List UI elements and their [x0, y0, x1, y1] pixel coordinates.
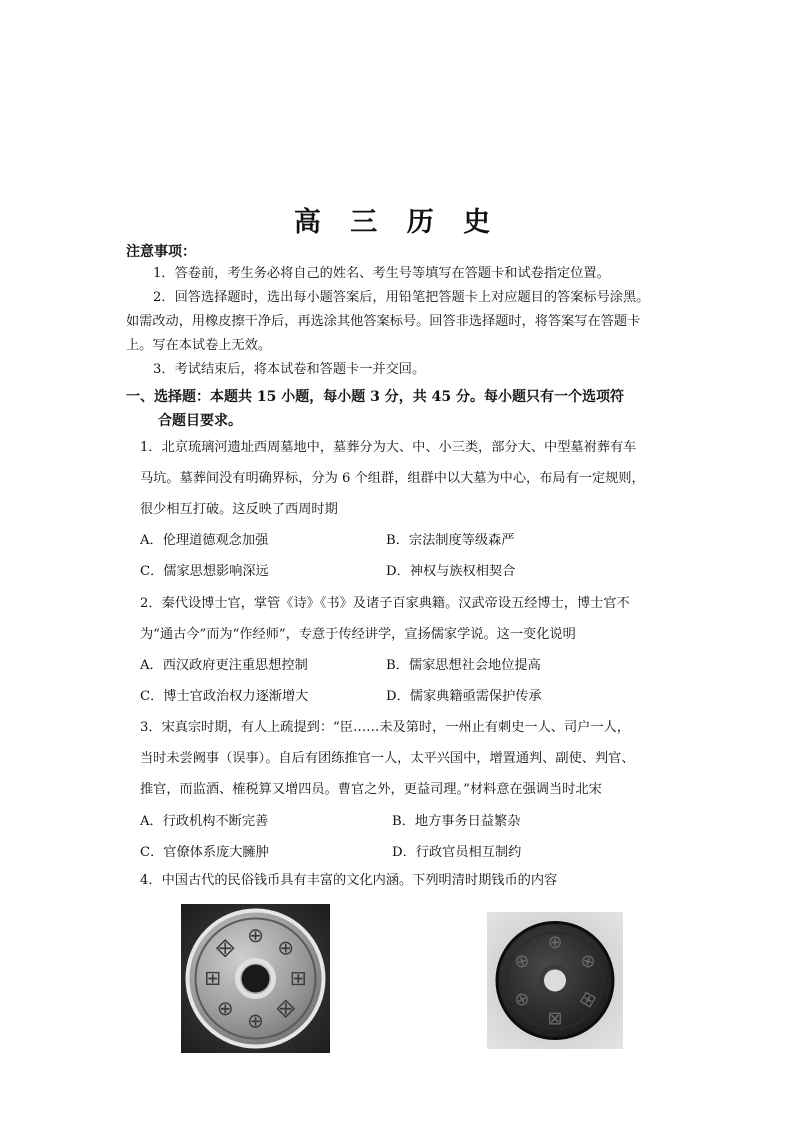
q1-option-a: A．伦理道德观念加强 [140, 533, 269, 548]
q2-line-2: 为“通古今”而为“作经师”，专意于传经讲学，宣扬儒家学说。这一变化说明 [140, 627, 576, 642]
q1-option-d: D．神权与族权相契合 [386, 564, 516, 579]
section-heading-part-a: 一、选择题：本题共 15 小题，每小题 3 分，共 45 分。每小题只有 [126, 389, 554, 405]
svg-text:⊕: ⊕ [247, 923, 264, 947]
q3-option-b: B．地方事务日益繁杂 [392, 814, 521, 829]
svg-text:⊠: ⊠ [271, 994, 301, 1024]
notice-item-3: 3．考试结束后，将本试卷和答题卡一并交回。 [153, 362, 426, 377]
q1-line-1: 1．北京琉璃河遗址西周墓地中，墓葬分为大、中、小三类，部分大、中型墓祔葬有车 [140, 440, 637, 455]
page-title: 高 三 历 史 [293, 207, 501, 238]
svg-text:⊠: ⊠ [210, 933, 240, 963]
q1-option-c: C．儒家思想影响深远 [140, 564, 269, 579]
q1-option-b: B．宗法制度等级森严 [386, 533, 515, 548]
q3-line-1: 3．宋真宗时期，有人上疏提到：“臣……未及第时，一州止有刺史一人、司户一人， [140, 720, 630, 735]
coin-photo-2 [487, 912, 623, 1049]
svg-text:⊕: ⊕ [247, 1010, 264, 1034]
section-heading-line-2: 合题目要求。 [158, 413, 242, 429]
svg-text:⊗: ⊗ [271, 933, 301, 963]
notice-heading: 注意事项： [126, 244, 196, 260]
svg-text:⊞: ⊞ [200, 970, 224, 987]
svg-text:⊗: ⊗ [210, 994, 240, 1024]
q1-line-3: 很少相互打破。这反映了西周时期 [140, 502, 338, 517]
coin-1-illustration [181, 904, 330, 1053]
q3-line-2: 当时未尝阙事（误事）。自后有团练推官一人，太平兴国中，增置通判、副使、判官、 [140, 751, 635, 766]
svg-text:⊗: ⊗ [509, 949, 535, 974]
notice-item-2-line-3: 上。写在本试卷上无效。 [126, 338, 272, 353]
notice-item-2-line-1: 2．回答选择题时，选出每小题答案后，用铅笔把答题卡上对应题目的答案标号涂黑。 [153, 290, 650, 305]
q3-option-a: A．行政机构不断完善 [140, 814, 269, 829]
q3-option-d: D．行政官员相互制约 [392, 845, 522, 860]
q2-option-d: D．儒家典籍亟需保护传承 [386, 689, 542, 704]
q4-line-1: 4．中国古代的民俗钱币具有丰富的文化内涵。下列明清时期钱币的内容 [140, 873, 558, 888]
q3-option-c: C．官僚体系庞大臃肿 [140, 845, 269, 860]
section-heading [126, 386, 624, 406]
q3-line-3: 推官，而监酒、榷税算又增四员。曹官之外，更益司理。”材料意在强调当时北宋 [140, 782, 602, 797]
svg-text:⊕: ⊕ [547, 932, 563, 953]
coin-photo-1 [181, 904, 330, 1053]
q2-option-b: B．儒家思想社会地位提高 [386, 658, 541, 673]
svg-text:⊞: ⊞ [575, 987, 601, 1012]
q2-option-a: A．西汉政府更注重思想控制 [140, 658, 308, 673]
svg-text:⊗: ⊗ [575, 949, 601, 974]
q1-line-2: 马坑。墓葬间没有明确界标，分为 6 个组群，组群中以大墓为中心，布局有一定规则， [140, 471, 645, 486]
notice-item-1: 1．答卷前，考生务必将自己的姓名、考生号等填写在答题卡和试卷指定位置。 [153, 266, 610, 281]
svg-text:⊞: ⊞ [287, 970, 311, 987]
svg-text:⊠: ⊠ [547, 1008, 563, 1029]
q2-line-1: 2．秦代设博士官，掌管《诗》《书》及诸子百家典籍。汉武帝设五经博士，博士官不 [140, 596, 630, 611]
coin-2-illustration [487, 912, 623, 1049]
section-heading-emphasis: 一个 [553, 389, 582, 405]
notice-item-2-line-2: 如需改动，用橡皮擦干净后，再选涂其他答案标号。回答非选择题时，将答案写在答题卡 [126, 314, 641, 329]
q2-option-c: C．博士官政治权力逐渐增大 [140, 689, 309, 704]
svg-text:⊕: ⊕ [509, 987, 535, 1012]
section-heading-part-c: 选项符 [581, 389, 624, 405]
